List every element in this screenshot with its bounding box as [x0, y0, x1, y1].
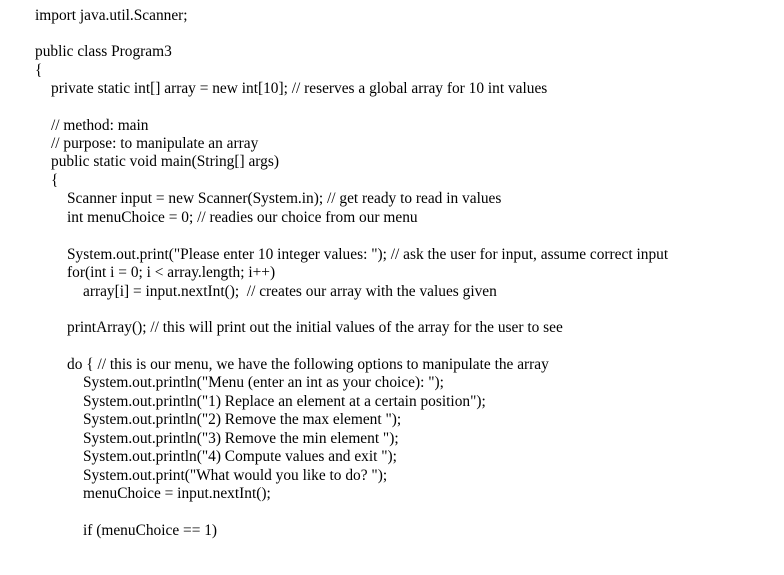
code-line-println-option-1: System.out.println("1) Replace an element at a certain position"); — [83, 393, 486, 410]
code-line-if-choice: if (menuChoice == 1) — [83, 522, 218, 539]
code-line-read-choice: menuChoice = input.nextInt(); — [83, 485, 271, 502]
code-line-do-menu: do { // this is our menu, we have the following options to manipulate the array — [67, 356, 549, 373]
code-line-class-declaration: public class Program3 — [35, 43, 172, 60]
code-line-println-option-2: System.out.println("2) Remove the max element "); — [83, 411, 402, 428]
code-line-println-option-4: System.out.println("4) Compute values and exit "); — [83, 448, 397, 465]
code-line-println-option-3: System.out.println("3) Remove the min element "); — [83, 430, 399, 447]
code-line-prompt-input: System.out.print("Please enter 10 integer values: "); // ask the user for input, assume correct input — [67, 246, 669, 263]
code-line-menu-choice-init: int menuChoice = 0; // readies our choice from our menu — [67, 209, 418, 226]
code-line-println-menu: System.out.println("Menu (enter an int as your choice): "); — [83, 374, 444, 391]
code-line-array-field: private static int[] array = new int[10]; // reserves a global array for 10 int values — [51, 80, 548, 97]
code-line-main-signature: public static void main(String[] args) — [51, 153, 279, 170]
code-line-scanner: Scanner input = new Scanner(System.in); // get ready to read in values — [67, 190, 502, 207]
code-line-comment-method: // method: main — [51, 117, 149, 134]
code-line-for-loop: for(int i = 0; i < array.length; i++) — [67, 264, 276, 281]
code-line-import: import java.util.Scanner; — [35, 7, 188, 24]
code-line-comment-purpose: // purpose: to manipulate an array — [51, 135, 259, 152]
code-line-print-array: printArray(); // this will print out the initial values of the array for the user to see — [67, 319, 563, 336]
code-line-main-open-brace: { — [51, 172, 59, 189]
code-line-print-question: System.out.print("What would you like to do? "); — [83, 467, 388, 484]
code-line-array-assign: array[i] = input.nextInt(); // creates our array with the values given — [83, 283, 497, 300]
code-line-class-open-brace: { — [35, 62, 43, 79]
